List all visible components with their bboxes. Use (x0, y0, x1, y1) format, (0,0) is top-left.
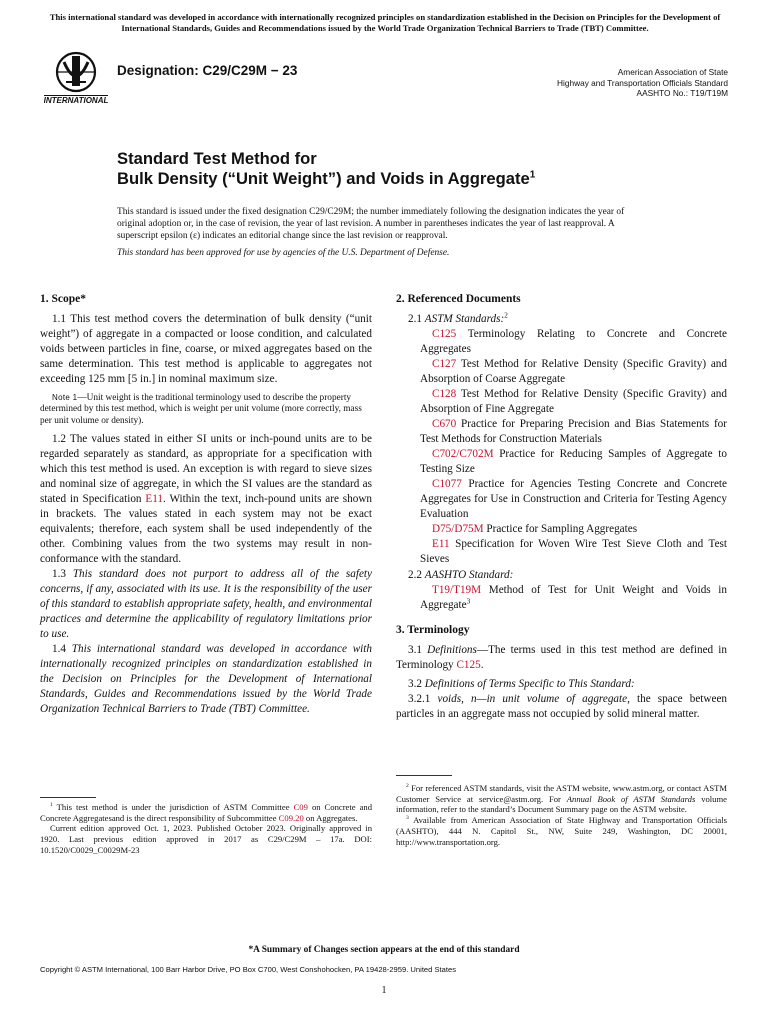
term-label: voids, n—in unit volume of aggregate, (437, 693, 630, 705)
fn2-text-cont: volume information, refer to the standard’s Document Summary page on the ASTM website. (396, 793, 727, 815)
astm-logo (44, 50, 108, 106)
aashto-block (557, 67, 728, 99)
fn2-mark: 2 (406, 783, 409, 790)
scope-1-3-num: 1.3 (52, 568, 66, 581)
ref-code-c125[interactable]: C125 (432, 328, 457, 340)
copyright: Copyright © ASTM International, 100 Barr Harbor Drive, PO Box C700, West Conshohocken, PA 19428-2959. United States (40, 965, 457, 974)
note-text: —Unit weight is the traditional terminology used to describe the property determined by this test method, which is weight per unit volume (more correctly, mass per unit volume or density). (40, 393, 362, 426)
footnote-1-edition: Current edition approved Oct. 1, 2023. Published October 2023. Originally approved in 1920. Last previous edition approved in 2017 as C29/C29M – 17a. DOI: 10.1520/C0029_C0029M-23 (40, 823, 372, 855)
terminology-3-2-1 (396, 692, 727, 722)
footnote-rule-right (396, 775, 452, 776)
reference-item (396, 477, 727, 522)
reference-item (396, 522, 727, 537)
dod-approval: This standard has been approved for use by agencies of the U.S. Department of Defense. (117, 248, 450, 258)
reference-item (396, 447, 727, 477)
footnote-rule-left (40, 797, 96, 798)
ref-text: Method of Test for Unit Weight and Voids in Aggregate (420, 584, 728, 611)
label-num: 2.1 (408, 313, 422, 325)
footnote-3 (396, 815, 727, 847)
term-label: Definitions of Terms Specific to This Standard: (424, 678, 635, 690)
label-num: 2.2 (408, 569, 422, 581)
terminology-3-1: 3.1 Definitions—The terms used in this test method are defined in Terminology C125. (396, 644, 728, 671)
ref-text: Test Method for Relative Density (Specific Gravity) and Absorption of Coarse Aggregate (420, 358, 727, 385)
scope-1-3-text: This standard does not purport to address all of the safety concerns, if any, associated with its use. It is the responsibility of the user of this standard to establish appropriate safety, health, and environmental practices and determine the applicability of regulatory limitations prior to use. (40, 568, 373, 641)
referenced-heading: 2. Referenced Documents (396, 293, 521, 305)
link-c09[interactable]: C09 (293, 802, 308, 812)
link-c125[interactable]: C125 (456, 659, 481, 671)
fn1-mark: 1 (50, 802, 53, 809)
scope-1-2-text-cont: . Within the text, inch-pound units are shown in brackets. The values stated in each system may not be exact equivalents; therefore, each system shall be used independently of the other. Combining values from the two systems may result in non-conformance with the standard. (40, 493, 373, 566)
aashto-number: AASHTO No.: T19/T19M (636, 88, 728, 99)
label-text: AASHTO Standard: (424, 569, 514, 581)
ref-text: Specification for Woven Wire Test Sieve Cloth and Test Sieves (420, 538, 727, 565)
intro-block (117, 206, 654, 242)
scope-1-2 (40, 432, 372, 567)
scope-1-4-num: 1.4 (52, 643, 66, 656)
fn3-mark: 3 (406, 815, 409, 822)
term-text: —The terms used in this test method are defined in Terminology (396, 644, 728, 671)
reference-item (396, 417, 727, 447)
term-text: the space between particles in an aggregate mass not occupied by solid mineral matter. (396, 693, 728, 720)
label-text: ASTM Standards: (424, 313, 505, 325)
term-label: Definitions (427, 644, 477, 656)
reference-item (396, 583, 727, 613)
aashto-standard-label (396, 568, 727, 583)
top-notice: This international standard was developed in accordance with internationally recognized principles on standardization established in the Decision on Principles for the Development of International Standards, Guides and Recommendations issued by the World Trade Organization Technical Barriers to Trade (TBT) Committee. (49, 12, 721, 33)
scope-1-2-text: 1.2 The values stated in either SI units or inch-pound units are to be regarded separately as standard, as appropriate for a specification with which this test method is used. An exception is with regard to sieve sizes and nominal size of aggregate, in which the SI values are the standard as stated in Specification (40, 433, 372, 506)
reference-item (396, 327, 727, 357)
ref-text: Practice for Preparing Precision and Bias Statements for Test Methods for Construction Materials (420, 418, 727, 445)
title-footnote-mark: 1 (529, 169, 536, 181)
reference-item (396, 537, 727, 567)
reference-item (396, 387, 727, 417)
footnotes-left (40, 802, 372, 856)
term-num: 3.1 (408, 644, 422, 656)
fn1-text: This test method is under the jurisdiction of ASTM Committee (56, 802, 290, 812)
ref-code-d75-d75m[interactable]: D75/D75M (432, 523, 484, 535)
ref-text: Practice for Agencies Testing Concrete and Concrete Aggregates for Use in Construction and Criteria for Testing Agency Evaluation (420, 478, 727, 520)
ref-code-c127[interactable]: C127 (432, 358, 457, 370)
ref-code-c702-c702m[interactable]: C702/C702M (432, 448, 494, 460)
ref-text: Terminology Relating to Concrete and Concrete Aggregates (420, 328, 727, 355)
ref-text: Test Method for Relative Density (Specific Gravity) and Absorption of Fine Aggregate (420, 388, 727, 415)
term-num: 3.2.1 (408, 693, 431, 705)
title-line-1: Standard Test Method for (117, 149, 317, 168)
fn1-text-end: on Aggregates. (305, 812, 358, 823)
summary-note: *A Summary of Changes section appears at the end of this standard (248, 945, 520, 955)
left-column (40, 292, 372, 717)
fn3-text: Available from American Association of State Highway and Transportation Officials (AASHTO), 444 N. Capitol St., NW, Suite 249, Washington, DC 20001, http://www.transportation.org. (396, 815, 727, 847)
fn1-text-cont: on Concrete and Concrete Aggregatesand is the direct responsibility of Subcommittee (40, 802, 372, 823)
link-c09-20[interactable]: C09.20 (278, 812, 304, 823)
right-column (396, 292, 727, 722)
footnotes-right (396, 783, 727, 847)
ref-text: Practice for Reducing Samples of Aggregate to Testing Size (420, 448, 727, 475)
document-title (117, 149, 535, 189)
footnote-2 (396, 783, 727, 815)
note-label: Note 1 (52, 393, 78, 402)
reference-item (396, 357, 727, 387)
footnote-1 (40, 802, 372, 823)
fn2-text: For referenced ASTM standards, visit the ASTM website, www.astm.org, or contact ASTM Customer Service at service@astm.org. For (396, 783, 727, 804)
page-number: 1 (381, 985, 387, 996)
terminology-heading: 3. Terminology (396, 624, 470, 636)
scope-1-1: 1.1 This test method covers the determination of bulk density (“unit weight”) of aggregate in a compacted or loose condition, and calculated voids between particles in fine, coarse, or mixed aggregates based on the same determination. This test method is applicable to aggregates not exceeding 125 mm [5 in.] in nominal maximum size. (40, 313, 372, 385)
ref-sup: 3 (466, 597, 471, 606)
reference-list (396, 327, 727, 567)
astm-standards-label (396, 312, 727, 327)
label-sup: 2 (504, 311, 508, 320)
terminology-3-2 (396, 677, 727, 692)
note-1 (40, 392, 372, 427)
fixed-designation-text: This standard is issued under the fixed designation C29/C29M; the number immediately following the designation indicates the year of original adoption or, in the case of revision, the year of last revision. A number in parentheses indicates the year of last reapproval. A superscript epsilon (ε) indicates an editorial change since the last revision or reapproval. (117, 207, 625, 241)
aashto-line: American Association of State (617, 67, 728, 77)
scope-1-4-text: This international standard was developed in accordance with internationally recognized principles on standardization established in the Decision on Principles for the Development of International Standards, Guides and Recommendations issued by the World Trade Organization Technical Barriers to Trade (TBT) Committee. (40, 643, 372, 716)
scope-1-3 (40, 567, 372, 642)
ref-code-c1077[interactable]: C1077 (432, 478, 462, 490)
ref-code-e11[interactable]: E11 (432, 538, 450, 550)
logo-text: INTERNATIONAL (44, 96, 108, 105)
designation: Designation: C29/C29M − 23 (117, 63, 298, 78)
ref-text: Practice for Sampling Aggregates (486, 523, 638, 535)
fn2-italic: Annual Book of ASTM Standards (566, 793, 696, 804)
scope-heading: 1. Scope* (40, 293, 86, 305)
term-num: 3.2 (408, 678, 422, 690)
link-e11[interactable]: E11 (145, 493, 163, 506)
ref-code-t19[interactable]: T19/T19M (432, 584, 482, 596)
scope-1-4 (40, 642, 372, 717)
title-line-2: Bulk Density (“Unit Weight”) and Voids in Aggregate (117, 169, 530, 188)
ref-code-c670[interactable]: C670 (432, 418, 457, 430)
ref-code-c128[interactable]: C128 (432, 388, 457, 400)
aashto-line: Highway and Transportation Officials Standard (557, 77, 728, 88)
